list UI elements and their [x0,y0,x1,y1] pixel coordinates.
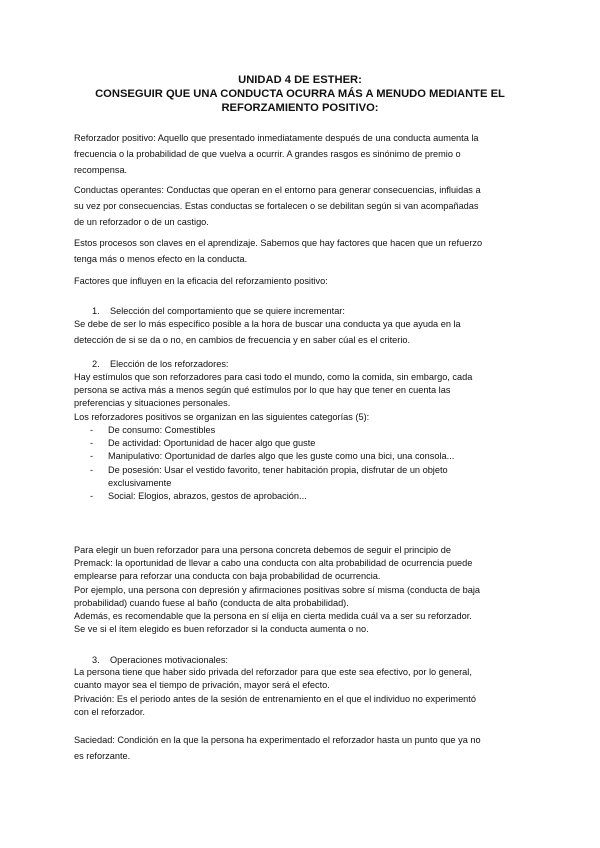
text-line: Conductas operantes: Conductas que operan en el entorno para generar consecuencias, influidas a [74,185,481,195]
list-item [90,424,530,437]
text-line: probabilidad) cuando fuese al baño (conducta de alta probabilidad). [74,597,349,608]
section-title: Selección del comportamiento que se quiere incrementar: [110,306,345,316]
list-item-text: Manipulativo: Oportunidad de darles algo que les guste como una bici, una consola... [108,451,455,462]
paragraph-premack [74,544,532,636]
text-line: Además, es recomendable que la persona en sí elija en cierta medida cuál va a ser su reforzador. [74,611,472,622]
list-item-text: De actividad: Oportunidad de hacer algo que guste [108,438,316,449]
list-item [90,464,530,490]
list-item-continuation: exclusivamente [108,477,172,488]
text-line: Saciedad: Condición en la que la persona ha experimentado el reforzador hasta un punto que ya no [74,735,481,745]
text-line: La persona tiene que haber sido privada del reforzador para que este sea efectivo, por lo general, [74,667,472,677]
section-1-body [74,317,532,349]
title-line-2: CONSEGUIR QUE UNA CONDUCTA OCURRA MÁS A MENUDO MEDIANTE EL [95,88,505,100]
text-line: Para elegir un buen reforzador para una persona concreta debemos de seguir el principio de [74,545,451,555]
bullet-dash: - [90,451,94,462]
text-line: cuanto mayor sea el tiempo de privación, mayor será el efecto. [74,680,330,691]
section-number: 3. [92,655,100,665]
list-item-text: Social: Elogios, abrazos, gestos de aprobación... [108,491,307,502]
text-line: su vez por consecuencias. Estas conductas se fortalecen o se debilitan según si van acompañadas [74,200,479,211]
section-title: Elección de los reforzadores: [110,359,229,369]
paragraph-conductas-operantes [74,183,532,230]
text-line: persona se activa más a menos según qué estímulos por lo que hay que tener en cuenta las [74,385,451,396]
bullet-dash: - [90,425,94,435]
text-line: Se debe de ser lo más específico posible a la hora de buscar una conducta ya que ayuda en la [74,319,461,329]
reinforcer-categories-list [90,424,530,503]
text-line: tenga más o menos efecto en la conducta. [74,253,248,264]
title-line-3: REFORZAMIENTO POSITIVO: [221,102,379,114]
bullet-dash: - [90,464,94,475]
section-3-body [74,666,532,720]
document-title [60,73,540,115]
text-line: emplearse para reforzar una conducta con baja probabilidad de ocurrencia. [74,571,381,582]
section-heading-2 [92,357,228,371]
text-line: Estos procesos son claves en el aprendizaje. Sabemos que hay factores que hacen que un refuerzo [74,238,483,248]
section-title: Operaciones motivacionales: [110,655,228,665]
paragraph-saciedad [74,733,532,765]
list-item-text: De consumo: Comestibles [108,425,216,435]
list-item [90,450,530,463]
text-line: detección de si se da o no, en cambios de frecuencia y en saber cúal es el criterio. [74,334,411,345]
section-heading-3 [92,653,228,667]
list-item [90,437,530,450]
text-line: Privación: Es el periodo antes de la sesión de entrenamiento en el que el individuo no experimentó [74,693,476,704]
list-item-text: De posesión: Usar el vestido favorito, tener habitación propia, disfrutar de un objeto [108,464,448,475]
text-line: Premack: la oportunidad de llevar a cabo una conducta con alta probabilidad de ocurrencia puede [74,558,473,569]
text-line: con el reforzador. [74,707,145,718]
text-line: Hay estímulos que son reforzadores para casi todo el mundo, como la comida, sin embargo, cada [74,372,473,382]
paragraph-reforzador-positivo [74,131,532,178]
bullet-dash: - [90,491,94,502]
section-number: 1. [92,306,100,316]
text-line: Factores que influyen en la eficacia del reforzamiento positivo: [74,276,328,286]
section-number: 2. [92,359,100,369]
text-line: Los reforzadores positivos se organizan en las siguientes categorías (5): [74,411,370,422]
bullet-dash: - [90,438,94,449]
text-line: es reforzante. [74,750,131,761]
text-line: recompensa. [74,164,128,175]
section-2-body [74,371,532,424]
paragraph-procesos [74,236,532,268]
list-item [90,490,530,503]
text-line: Se ve si el ítem elegido es buen reforzador si la conducta aumenta o no. [74,624,369,635]
text-line: Por ejemplo, una persona con depresión y afirmaciones positivas sobre sí misma (conducta de baja [74,584,480,595]
text-line: preferencias y situaciones personales. [74,398,231,409]
text-line: de un reforzador o de un castigo. [74,216,209,227]
text-line: Reforzador positivo: Aquello que presentado inmediatamente después de una conducta aumenta la [74,133,479,143]
section-heading-1 [92,304,345,318]
text-line: frecuencia o la probabilidad de que vuelva a ocurrir. A grandes rasgos es sinónimo de premio o [74,148,461,159]
paragraph-factores [74,274,532,290]
title-line-1: UNIDAD 4 DE ESTHER: [238,74,362,86]
